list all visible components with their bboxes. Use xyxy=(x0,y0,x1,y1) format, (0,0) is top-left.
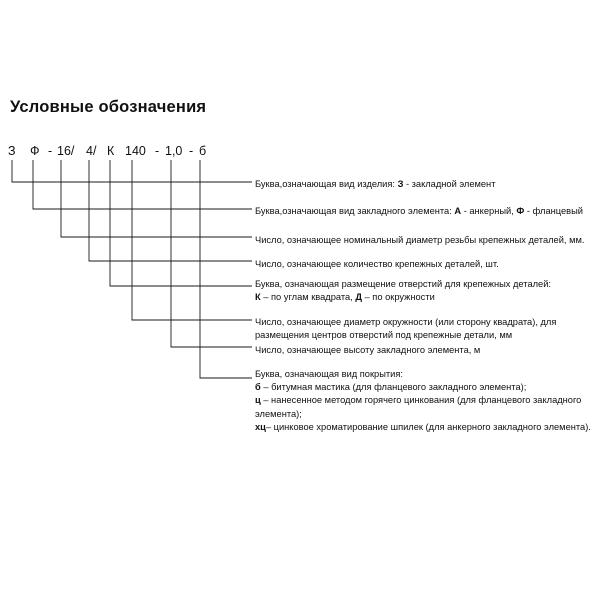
description-line xyxy=(255,205,595,218)
description-emphasis: А xyxy=(454,206,462,216)
description-text: Буква, означающая размещение отверстий для крепежных деталей: xyxy=(255,279,551,289)
description-text: Буква,означающая вид закладного элемента: xyxy=(255,206,455,216)
description-text: - фланцевый xyxy=(524,206,583,216)
code-token: Ф xyxy=(30,144,40,158)
description-text: размещения центров отверстий под крепежные детали, мм xyxy=(255,330,513,341)
description-text: – битумная мастика (для фланцевого закладного элемента); xyxy=(260,382,527,393)
code-token: 4/ xyxy=(86,144,97,158)
leader-hole-layout xyxy=(110,160,252,286)
leader-element-height xyxy=(171,160,252,347)
description-fastener-count xyxy=(255,258,595,271)
description-line xyxy=(255,408,595,421)
description-text: – нанесенное методом горячего цинкования (для фланцевого закладного xyxy=(260,395,582,406)
code-token: - xyxy=(48,144,53,158)
code-token: З xyxy=(8,144,16,158)
code-token: К xyxy=(107,144,115,158)
description-line xyxy=(255,291,595,304)
leader-fastener-count xyxy=(89,160,252,261)
description-line xyxy=(255,234,595,247)
description-hole-layout xyxy=(255,278,595,304)
description-emphasis: К xyxy=(255,292,261,303)
description-line xyxy=(255,394,595,407)
leader-thread-diameter xyxy=(61,160,252,237)
description-line xyxy=(255,178,595,191)
description-coating-type xyxy=(255,368,595,434)
page-title: Условные обозначения xyxy=(10,98,207,116)
leader-coating-type xyxy=(200,160,252,378)
description-emphasis: Д xyxy=(355,292,362,303)
description-product-type xyxy=(255,178,595,191)
code-token: - xyxy=(189,144,194,158)
description-line xyxy=(255,316,595,329)
description-text: – по углам квадрата, xyxy=(260,292,356,303)
code-token: 140 xyxy=(125,144,146,158)
description-text: Буква,означающая вид изделия: xyxy=(255,179,398,189)
description-text: Число, означающее высоту закладного элемента, м xyxy=(255,345,481,355)
code-token: 1,0 xyxy=(165,144,183,158)
leader-circle-diameter xyxy=(132,160,252,320)
description-thread-diameter xyxy=(255,234,595,247)
leader-element-type xyxy=(33,160,252,209)
description-emphasis: Ф xyxy=(516,206,525,216)
description-line xyxy=(255,258,595,271)
description-line xyxy=(255,381,595,394)
description-line xyxy=(255,329,595,342)
description-emphasis: З xyxy=(397,179,404,189)
description-element-type xyxy=(255,205,595,218)
description-text: Число, означающее номинальный диаметр резьбы крепежных деталей, мм. xyxy=(255,235,585,245)
description-text: Число, означающее диаметр окружности (или сторону квадрата), для xyxy=(255,317,557,327)
description-text: - закладной элемент xyxy=(403,179,496,189)
code-token: 16/ xyxy=(57,144,75,158)
code-token: - xyxy=(155,144,160,158)
description-text: Число, означающее количество крепежных деталей, шт. xyxy=(255,259,499,269)
description-emphasis: хц xyxy=(255,421,266,432)
description-text: – по окружности xyxy=(361,292,435,303)
description-line xyxy=(255,278,595,291)
description-text: - анкерный, xyxy=(461,206,517,216)
description-line xyxy=(255,421,595,434)
description-text: – цинковое хроматирование шпилек (для анкерного закладного элемента). xyxy=(265,421,591,432)
description-element-height xyxy=(255,344,595,357)
description-line xyxy=(255,368,595,381)
description-text: Буква, означающая вид покрытия: xyxy=(255,369,403,379)
description-line xyxy=(255,344,595,357)
code-token: б xyxy=(199,144,207,158)
description-emphasis: б xyxy=(255,382,261,393)
description-emphasis: ц xyxy=(255,395,261,406)
description-circle-diameter xyxy=(255,316,595,342)
description-text: элемента); xyxy=(255,408,302,419)
